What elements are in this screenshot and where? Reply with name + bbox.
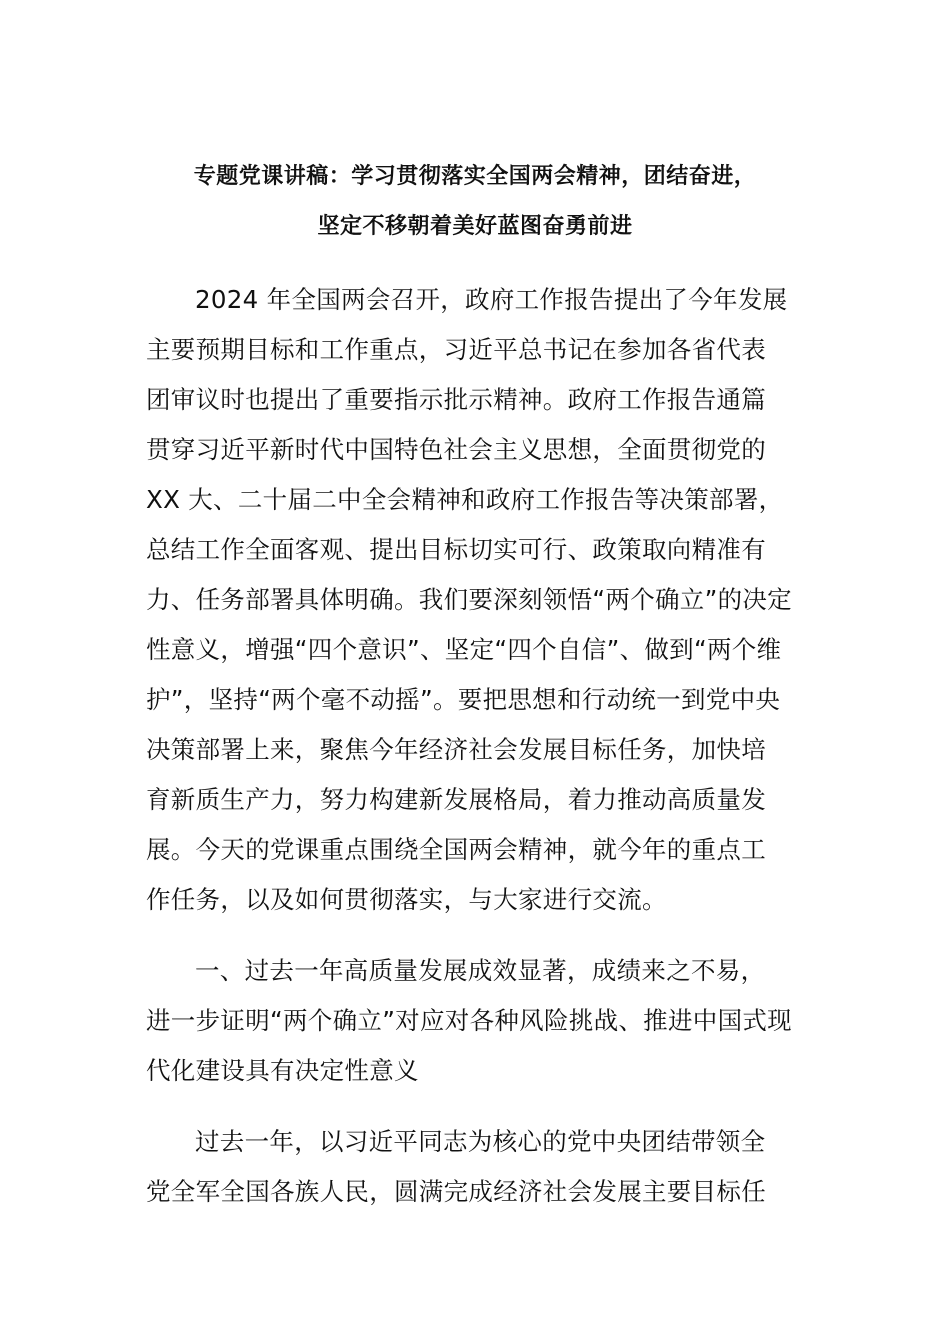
paragraph-line: 总结工作全面客观、提出目标切实可行、政策取向精准有 [146,535,766,564]
paragraph-line: 护”，坚持“两个毫不动摇”。要把思想和行动统一到党中央 [146,685,781,714]
paragraph-line: 过去一年，以习近平同志为核心的党中央团结带领全 [195,1127,766,1156]
document-title-line-2: 坚定不移朝着美好蓝图奋勇前进 [317,214,633,239]
paragraph-line: 2024 年全国两会召开，政府工作报告提出了今年发展 [195,285,788,314]
paragraph-line: 党全军全国各族人民，圆满完成经济社会发展主要目标任 [146,1177,766,1206]
paragraph-line: 决策部署上来，聚焦今年经济社会发展目标任务，加快培 [146,735,766,764]
paragraph-line: 力、任务部署具体明确。我们要深刻领悟“两个确立”的决定 [146,585,792,614]
heading-line: 一、过去一年高质量发展成效显著，成绩来之不易， [195,956,766,985]
paragraph-line: 贯穿习近平新时代中国特色社会主义思想，全面贯彻党的 [146,435,766,464]
paragraph-line: 展。今天的党课重点围绕全国两会精神，就今年的重点工 [146,835,766,864]
paragraph-line: 育新质生产力，努力构建新发展格局，着力推动高质量发 [146,785,766,814]
paragraph-line: 主要预期目标和工作重点，习近平总书记在参加各省代表 [146,335,766,364]
paragraph-line: XX 大、二十届二中全会精神和政府工作报告等决策部署， [146,485,784,514]
heading-line: 进一步证明“两个确立”对应对各种风险挑战、推进中国式现 [146,1006,792,1035]
paragraph-line: 性意义，增强“四个意识”、坚定“四个自信”、做到“两个维 [146,635,782,664]
paragraph-line: 团审议时也提出了重要指示批示精神。政府工作报告通篇 [146,385,766,414]
paragraph-line: 作任务，以及如何贯彻落实，与大家进行交流。 [146,885,667,914]
document-title-line-1: 专题党课讲稿：学习贯彻落实全国两会精神，团结奋进， [193,164,757,189]
heading-line: 代化建设具有决定性意义 [146,1056,419,1085]
